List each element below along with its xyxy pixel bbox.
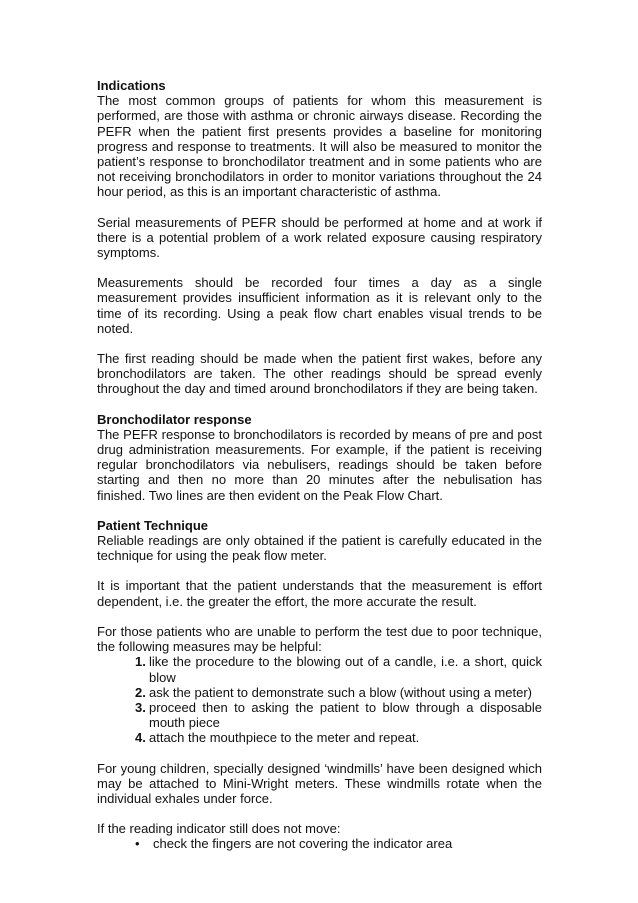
list-item [97, 700, 542, 730]
list-item [97, 685, 542, 700]
paragraph: The first reading should be made when the patient first wakes, before any bronchodilators are taken. The other readings should be spread evenly throughout the day and timed around bronchodilators if they are being taken. [97, 351, 542, 397]
bullet-icon: • [135, 836, 140, 852]
list-item-text: proceed then to asking the patient to blow through a disposable mouth piece [149, 699, 542, 731]
paragraph: Measurements should be recorded four times a day as a single measurement provides insufficient information as it is relevant only to the time of its recording. Using a peak flow chart enables visual trends to be noted. [97, 275, 542, 336]
list-item-text: ask the patient to demonstrate such a blow (without using a meter) [149, 684, 532, 700]
list-number: 4. [135, 730, 146, 746]
heading-bronchodilator-response: Bronchodilator response [97, 411, 252, 427]
paragraph: If the reading indicator still does not move: [97, 821, 341, 837]
paragraph: It is important that the patient understands that the measurement is effort dependent, i.e. the greater the effort, the more accurate the result. [97, 578, 542, 609]
heading-patient-technique: Patient Technique [97, 517, 208, 533]
list-item [97, 836, 542, 851]
numbered-list [97, 654, 542, 745]
paragraph: The PEFR response to bronchodilators is recorded by means of pre and post drug administration measurements. For example, if the patient is receiving regular bronchodilators via nebulisers, readings should be taken before starting and then no more than 20 minutes after the nebulisation has finished. Two lines are then evident on the Peak Flow Chart. [97, 426, 542, 503]
heading-indications: Indications [97, 78, 166, 93]
list-item-text: check the fingers are not covering the indicator area [153, 836, 453, 852]
list-item [97, 654, 542, 684]
list-number: 2. [135, 684, 146, 700]
document-body [97, 78, 542, 852]
list-item [97, 730, 542, 745]
list-number: 3. [135, 699, 146, 715]
bullet-list [97, 836, 542, 851]
paragraph: For those patients who are unable to perform the test due to poor technique, the following measures may be helpful: [97, 623, 542, 655]
paragraph: Serial measurements of PEFR should be performed at home and at work if there is a potential problem of a work related exposure causing respiratory symptoms. [97, 214, 542, 261]
list-item-text: like the procedure to the blowing out of a candle, i.e. a short, quick blow [149, 654, 542, 685]
paragraph: The most common groups of patients for whom this measurement is performed, are those with asthma or chronic airways disease. Recording the PEFR when the patient first presents provides a baseline for monitoring progress and response to treatments. It will also be measured to monitor the patient’s response to bronchodilator treatment and in some patients who are not receiving bronchodilators in order to monitor variations throughout the 24 hour period, as this is an important characteristic of asthma. [97, 93, 542, 200]
paragraph: Reliable readings are only obtained if the patient is carefully educated in the technique for using the peak flow meter. [97, 533, 542, 564]
paragraph: For young children, specially designed ‘windmills’ have been designed which may be attached to Mini-Wright meters. These windmills rotate when the individual exhales under force. [97, 760, 542, 806]
list-item-text: attach the mouthpiece to the meter and repeat. [149, 730, 420, 746]
list-number: 1. [135, 654, 146, 670]
